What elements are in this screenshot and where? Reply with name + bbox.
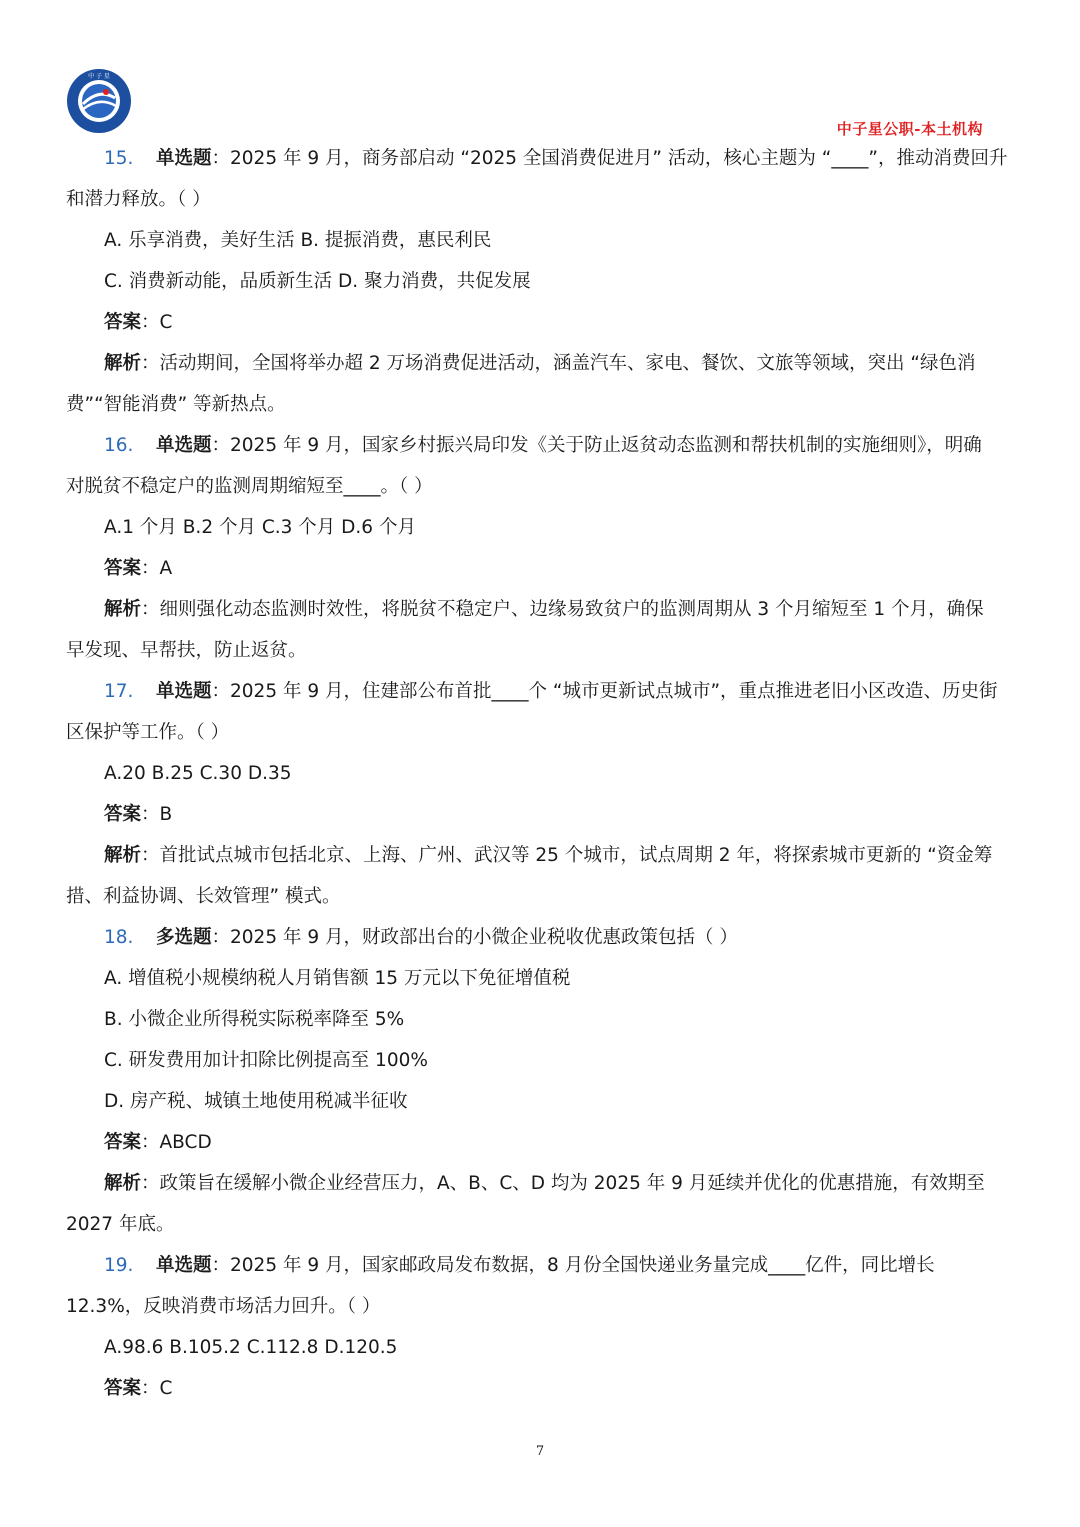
question-19-stem xyxy=(66,1245,1014,1286)
question-19-options: A.98.6 B.105.2 C.112.8 D.120.5 xyxy=(104,1337,398,1358)
answer-label: 答案 xyxy=(104,312,142,333)
question-16-analysis xyxy=(66,589,1014,630)
analysis-text: ：政策旨在缓解小微企业经营压力，A、B、C、D 均为 2025 年 9 月延续并优化的优惠措施，有效期至 xyxy=(141,1173,985,1194)
question-16-stem xyxy=(66,425,1014,466)
question-15-options-ab: A. 乐享消费，美好生活 B. 提振消费，惠民利民 xyxy=(104,230,492,251)
analysis-text: ：活动期间，全国将举办超 2 万场消费促进活动，涵盖汽车、家电、餐饮、文旅等领域，突出 “绿色消 xyxy=(141,353,976,374)
answer-value: ：A xyxy=(141,558,173,579)
question-number: 15. xyxy=(104,148,134,169)
question-19-answer xyxy=(66,1368,1014,1409)
question-text: ：2025 年 9 月，国家乡村振兴局印发《关于防止返贫动态监测和帮扶机制的实施细则》，明确 xyxy=(211,435,982,456)
question-number: 17. xyxy=(104,681,134,702)
question-type: 单选题 xyxy=(156,435,212,456)
question-16-options: A.1 个月 B.2 个月 C.3 个月 D.6 个月 xyxy=(104,517,416,538)
question-15-analysis-cont: 费”“智能消费” 等新热点。 xyxy=(66,394,286,415)
question-list xyxy=(66,138,1014,1409)
page-number: 7 xyxy=(535,1444,545,1459)
svg-text:中 子 星: 中 子 星 xyxy=(88,73,110,80)
answer-label: 答案 xyxy=(104,804,142,825)
answer-value: ：ABCD xyxy=(141,1132,212,1153)
analysis-label: 解析 xyxy=(104,1173,142,1194)
question-type: 单选题 xyxy=(156,1255,212,1276)
question-17-stem-cont: 区保护等工作。（ ） xyxy=(66,722,230,743)
answer-label: 答案 xyxy=(104,1132,142,1153)
question-type: 单选题 xyxy=(156,681,212,702)
question-18-option-a: A. 增值税小规模纳税人月销售额 15 万元以下免征增值税 xyxy=(104,968,571,989)
question-text: ：2025 年 9 月，住建部公布首批____个 “城市更新试点城市”，重点推进老旧小区改造、历史街 xyxy=(211,681,998,702)
answer-value: ：C xyxy=(141,1378,173,1399)
analysis-label: 解析 xyxy=(104,353,142,374)
question-19-stem-cont: 12.3%，反映消费市场活力回升。（ ） xyxy=(66,1296,381,1317)
question-type: 多选题 xyxy=(156,927,212,948)
question-18-option-c: C. 研发费用加计扣除比例提高至 100% xyxy=(104,1050,428,1071)
question-15-stem xyxy=(66,138,1014,179)
question-17-analysis xyxy=(66,835,1014,876)
question-18-answer xyxy=(66,1122,1014,1163)
question-18-analysis xyxy=(66,1163,1014,1204)
question-18-option-b: B. 小微企业所得税实际税率降至 5% xyxy=(104,1009,405,1030)
answer-value: ：C xyxy=(141,312,173,333)
question-18-option-d: D. 房产税、城镇土地使用税减半征收 xyxy=(104,1091,408,1112)
question-17-options: A.20 B.25 C.30 D.35 xyxy=(104,763,292,784)
question-text: ：2025 年 9 月，商务部启动 “2025 全国消费促进月” 活动，核心主题为 “____”，推动消费回升 xyxy=(211,148,1008,169)
brand-label: 中子星公职-本土机构 xyxy=(836,120,983,138)
question-18-analysis-cont: 2027 年底。 xyxy=(66,1214,175,1235)
analysis-text: ：首批试点城市包括北京、上海、广州、武汉等 25 个城市，试点周期 2 年，将探索城市更新的 “资金筹 xyxy=(141,845,993,866)
question-text: ：2025 年 9 月，财政部出台的小微企业税收优惠政策包括（ ） xyxy=(211,927,738,948)
question-type: 单选题 xyxy=(156,148,212,169)
question-16-stem-cont: 对脱贫不稳定户的监测周期缩短至____。（ ） xyxy=(66,476,433,497)
question-17-answer xyxy=(66,794,1014,835)
answer-value: ：B xyxy=(141,804,173,825)
answer-label: 答案 xyxy=(104,1378,142,1399)
question-15-options-cd: C. 消费新动能，品质新生活 D. 聚力消费，共促发展 xyxy=(104,271,531,292)
question-number: 19. xyxy=(104,1255,134,1276)
question-17-stem xyxy=(66,671,1014,712)
analysis-label: 解析 xyxy=(104,845,142,866)
question-15-stem-cont: 和潜力释放。（ ） xyxy=(66,189,211,210)
question-text: ：2025 年 9 月，国家邮政局发布数据，8 月份全国快递业务量完成____亿件，同比增长 xyxy=(211,1255,935,1276)
question-number: 16. xyxy=(104,435,134,456)
org-logo xyxy=(66,68,132,134)
question-16-answer xyxy=(66,548,1014,589)
answer-label: 答案 xyxy=(104,558,142,579)
question-17-analysis-cont: 措、利益协调、长效管理” 模式。 xyxy=(66,886,341,907)
analysis-text: ：细则强化动态监测时效性，将脱贫不稳定户、边缘易致贫户的监测周期从 3 个月缩短至 1 个月，确保 xyxy=(141,599,984,620)
question-18-stem xyxy=(66,917,1014,958)
analysis-label: 解析 xyxy=(104,599,142,620)
question-15-analysis xyxy=(66,343,1014,384)
question-number: 18. xyxy=(104,927,134,948)
question-16-analysis-cont: 早发现、早帮扶，防止返贫。 xyxy=(66,640,307,661)
question-15-answer xyxy=(66,302,1014,343)
